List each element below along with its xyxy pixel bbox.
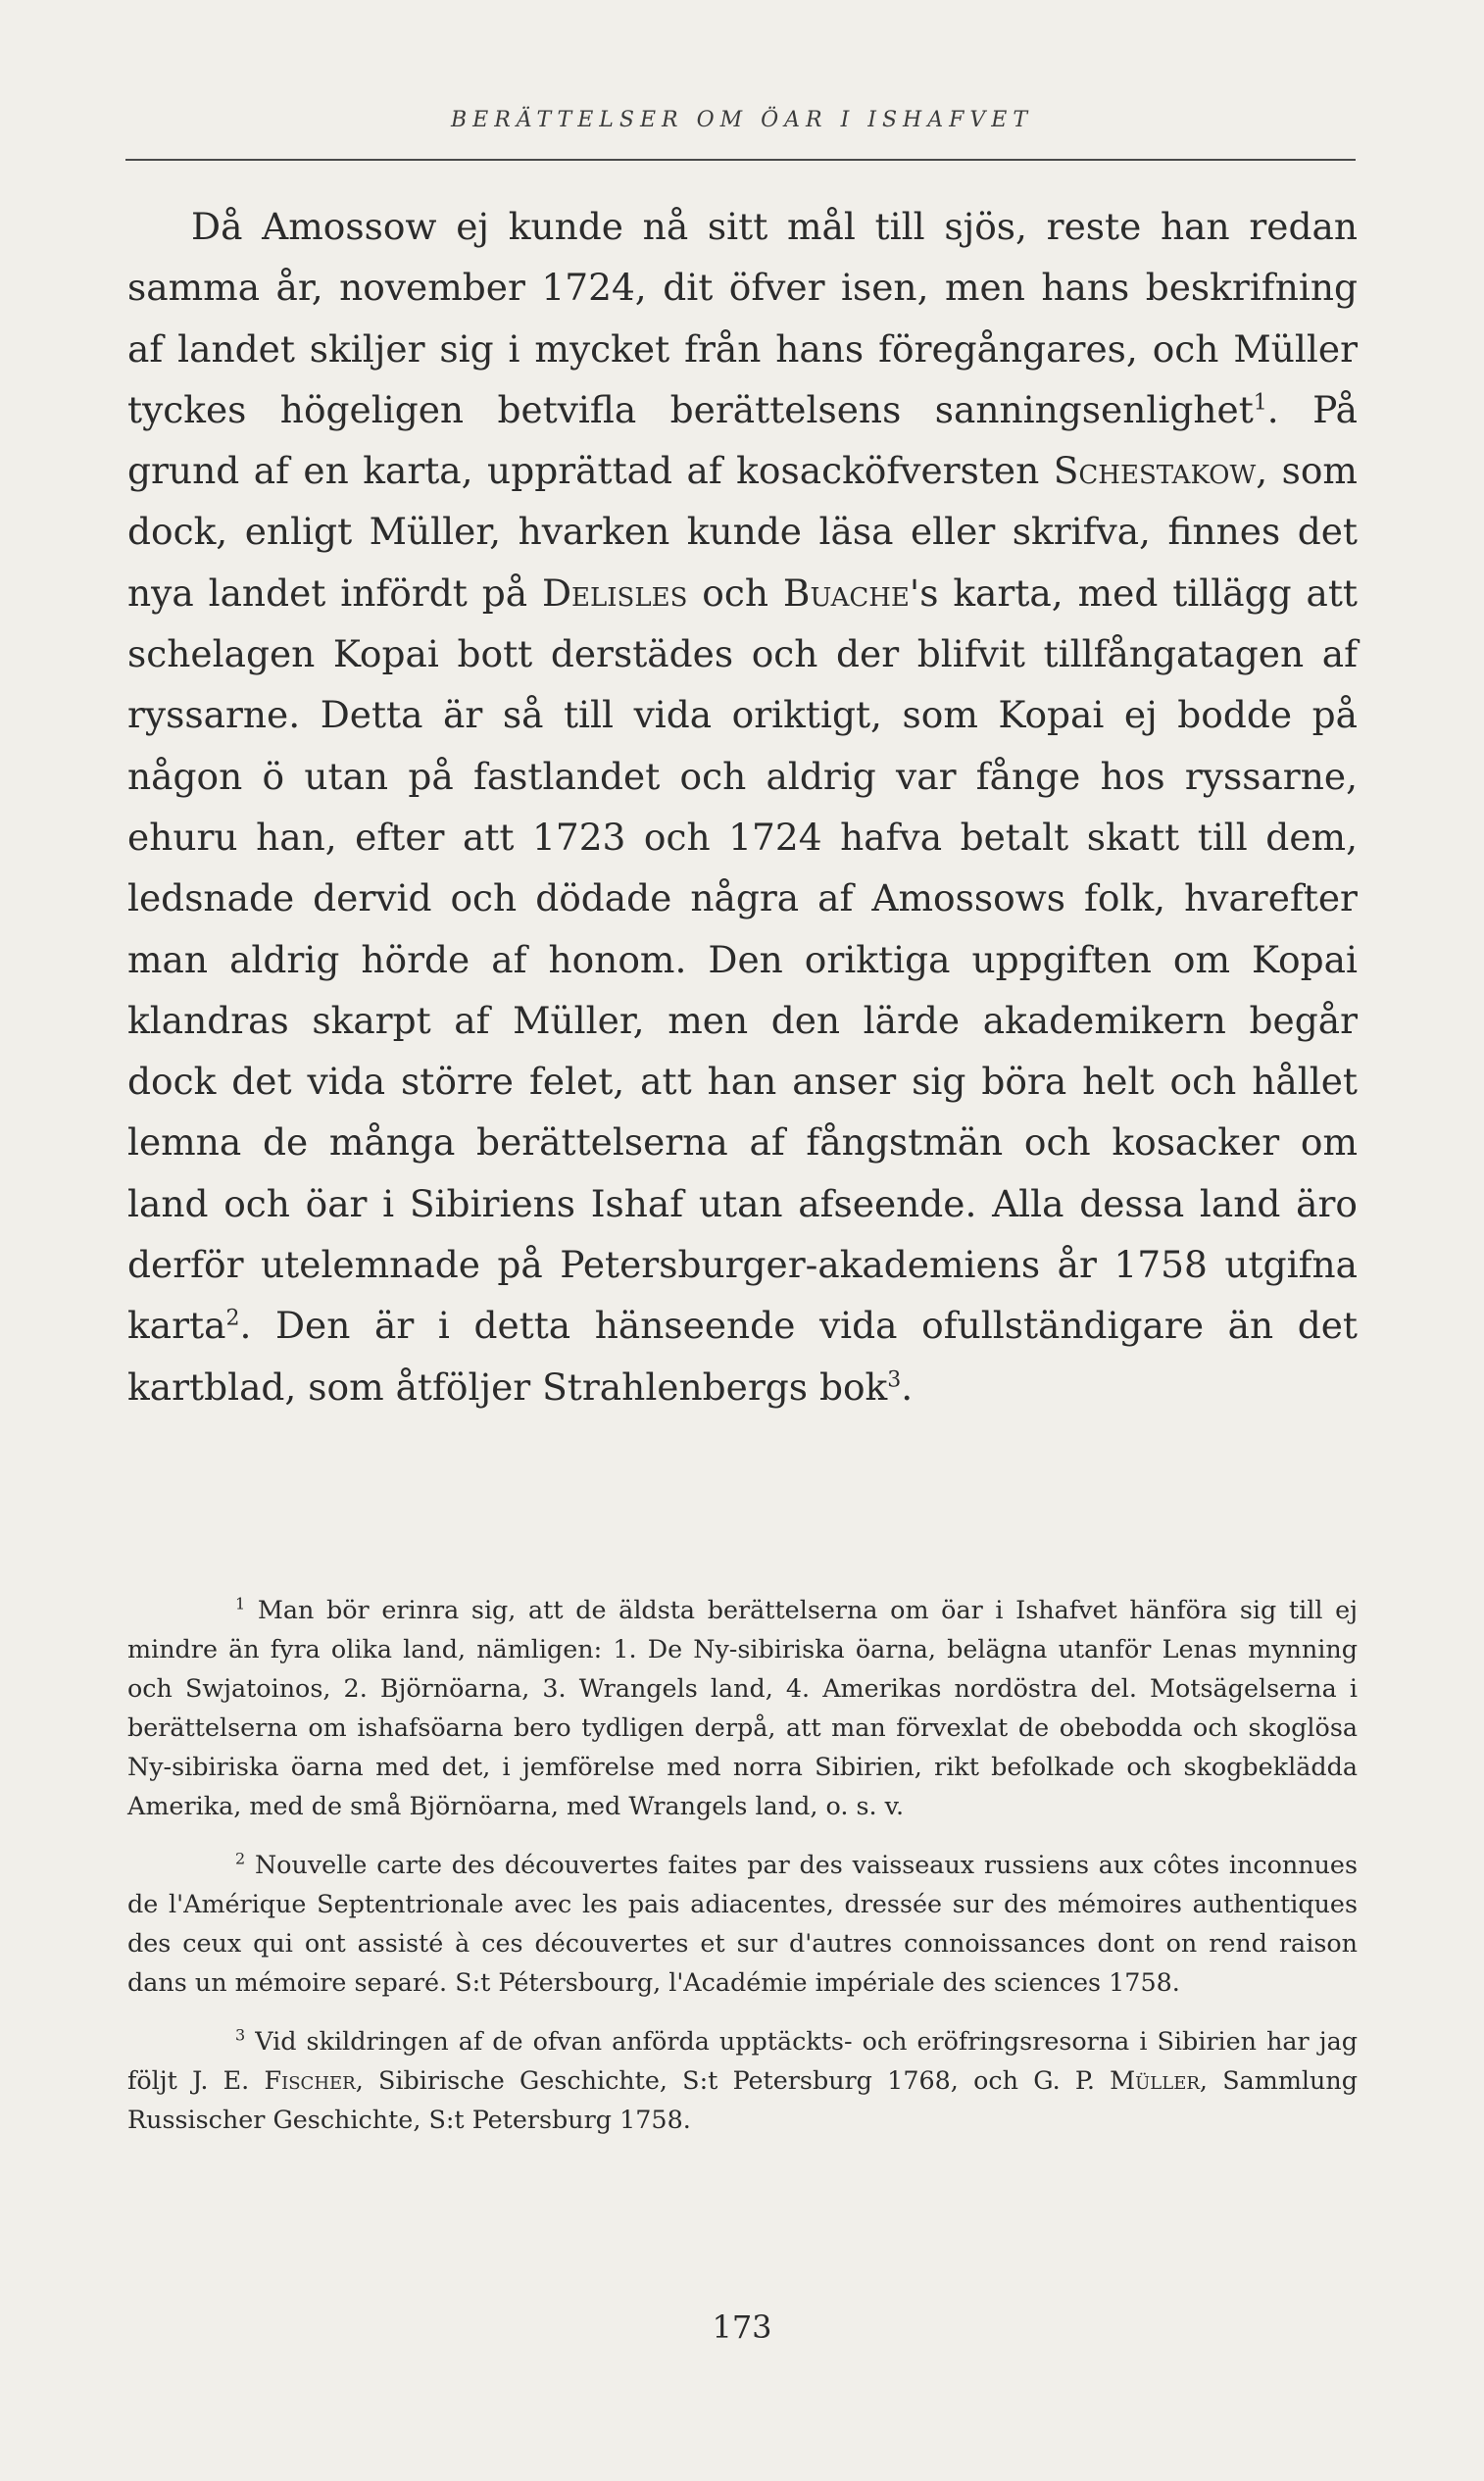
name-fischer: Fischer xyxy=(264,2065,356,2095)
header-rule xyxy=(125,159,1356,161)
footnote-1: $^1$ Man bör erinra sig, att de äldsta berättelserna om öar i Ishafvet hänföra sig till ej mindre än fyra olika land, nämligen: 1. De Ny-sibiriska öarna, belägna utanför Lenas mynning och Swjatoinos, 2. Björnöarna, 3. Wrangels land, 4. Amerikas nordöstra del. Motsägelserna i berättelserna om ishafsöarna bero tydligen derpå, att man förvexlat de obebodda och skoglösa Ny-sibiriska öarna med det, i jemförelse med norra Sibirien, rikt befolkade och skogbeklädda Amerika, med de små Björnöarna, med Wrangels land, o. s. v. xyxy=(127,1594,1359,1820)
footnote-ref-2[interactable]: 2 xyxy=(225,1306,240,1331)
footnotes xyxy=(127,1590,1358,2158)
footnote-mark: 3 xyxy=(235,2025,246,2045)
page-number: 173 xyxy=(712,2308,772,2346)
footnote-mark: 2 xyxy=(235,1849,246,1868)
footnote-ref-3[interactable]: 3 xyxy=(887,1367,902,1393)
footnote-ref-1[interactable]: 1 xyxy=(1253,390,1267,416)
running-head: BERÄTTELSER OM ÖAR I ISHAFVET xyxy=(450,108,1034,132)
name-buache: Buache xyxy=(782,571,910,615)
footnote-3: $^3$ Vid skildringen af de ofvan anförda upptäckts- och eröfringsresorna i Sibirien har jag följt J. E. Fischer, Sibirische Geschichte, S:t Petersburg 1768, och G. P. Müller, Sammlung Russischer Geschichte, S:t Petersburg 1758. xyxy=(127,2025,1359,2134)
name-schestakow: Schestakow xyxy=(1053,449,1257,493)
footnote-2: $^2$ Nouvelle carte des découvertes faites par des vaisseaux russiens aux côtes inconnues de l'Amérique Septentrionale avec les pais adiacentes, dressée sur des mémoires authentiques des ceux qui ont assisté à ces découvertes et sur d'autres connoissances dont on rend raison dans un mémoire separé. S:t Pétersbourg, l'Académie impériale des sciences 1758. xyxy=(127,1849,1358,1997)
name-muller: Müller xyxy=(1110,2065,1200,2095)
name-delisles: Delisles xyxy=(541,571,688,615)
footnote-mark: 1 xyxy=(235,1594,246,1613)
main-text xyxy=(127,196,1358,1417)
main-paragraph: Då Amossow ej kunde nå sitt mål till sjös, reste han redan samma år, november 1724, dit öfver isen, men hans beskrifning af landet skiljer sig i mycket från hans föregångares, och Müller tyckes högeligen betvifla berättelsens sanningsenlighet$^1$. På grund af en karta, upprättad af kosacköfversten Schestakow, som dock, enligt Müller, hvarken kunde läsa eller skrifva, finnes det nya landet infördt på Delisles och Buache's karta, med tillägg att schelagen Kopai bott derstädes och der blifvit tillfångatagen af ryssarne. Detta är så till vida oriktigt, som Kopai ej bodde på någon ö utan på fastlandet och aldrig var fånge hos ryssarne, ehuru han, efter att 1723 och 1724 hafva betalt skatt till dem, ledsnade dervid och dödade några af Amossows folk, hvarefter man aldrig hörde af honom. Den oriktiga uppgiften om Kopai klandras skarpt af Müller, men den lärde akademikern begår dock det vida större felet, att han anser sig böra helt och hållet lemna de många berättelserna af fångstmän och kosacker om land och öar i Sibiriens Ishaf utan afseende. Alla dessa land äro derför utelemnade på Petersburger-akademiens år 1758 utgifna karta$^2$. Den är i detta hänseende vida ofullständigare än det kartblad, som åtföljer Strahlenbergs bok$^3$. xyxy=(127,205,1359,1409)
